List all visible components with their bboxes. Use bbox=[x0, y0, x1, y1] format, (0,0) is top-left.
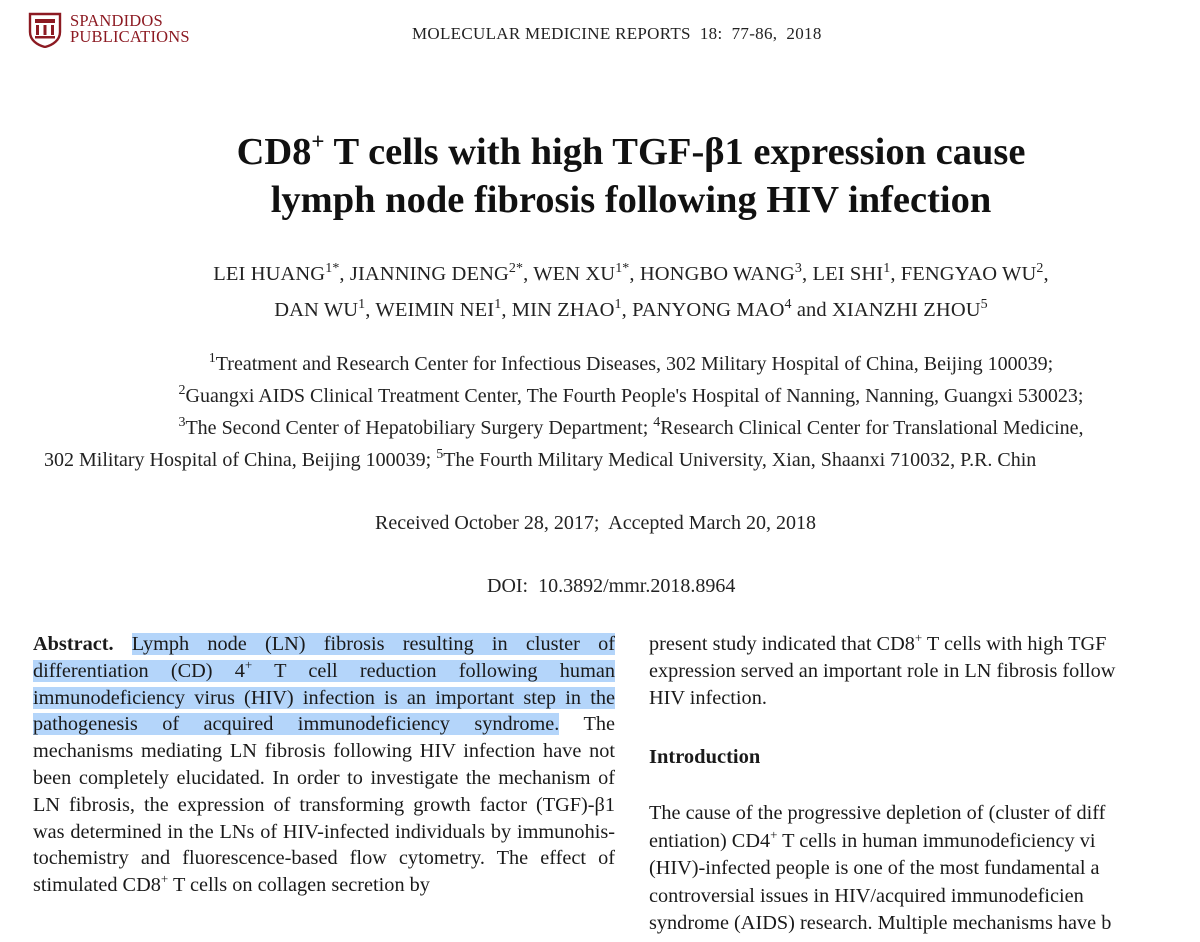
author-name: HONGBO WANG bbox=[639, 263, 795, 285]
abstract-text: The mechanisms mediating LN fibrosis following HIV infection have not been completely elucidated. In order to investigate the mechanism of LN fibrosis, the expression of transforming growth factor (TGF)-β1 was determined in the LNs of HIV-infected individuals by immunohis-tochemistry and fluorescence-based flow cytometry. The effect of stimulated CD8 bbox=[33, 713, 615, 897]
text: T cells with high TGF bbox=[922, 633, 1107, 655]
author-name: WEN XU bbox=[533, 263, 616, 285]
spandidos-logo-icon bbox=[26, 10, 64, 48]
author: FENGYAO $WU^2$, bbox=[900, 261, 1049, 285]
abstract bbox=[33, 631, 615, 899]
selected-text[interactable] bbox=[33, 633, 615, 735]
text-line: controversial issues in HIV/acquired immunodeficien bbox=[649, 884, 1084, 907]
author-name: DAN WU bbox=[274, 299, 359, 321]
affiliation-line-3 bbox=[0, 412, 1200, 444]
author-affiliation-sup: 1 bbox=[614, 297, 622, 312]
author: DAN $WU^1$, bbox=[274, 297, 376, 321]
author-affiliation-sup: 1 bbox=[358, 297, 366, 312]
doi: DOI: 10.3892/mmr.2018.8964 bbox=[487, 575, 736, 597]
affiliation-sup: 5 bbox=[436, 447, 444, 462]
text-line: (HIV)-infected people is one of the most fundamental a bbox=[649, 857, 1100, 879]
affiliation-text: The Second Center of Hepatobiliary Surgery Department; bbox=[185, 417, 654, 439]
abstract-heading: Abstract. bbox=[33, 633, 114, 655]
affiliation-sup: 4 bbox=[653, 415, 661, 430]
author-affiliation-sup: 1 bbox=[883, 261, 891, 276]
affiliation-text: Treatment and Research Center for Infectious Diseases, 302 Military Hospital of China, Beijing 100039; bbox=[215, 353, 1054, 375]
superscript: + bbox=[244, 656, 253, 672]
superscript: + bbox=[160, 871, 169, 887]
text: entiation) CD4 bbox=[649, 829, 771, 852]
affiliation-line-2 bbox=[0, 380, 1200, 412]
text-line: syndrome (AIDS) research. Multiple mechanisms have b bbox=[649, 912, 1112, 934]
affiliation-line-4 bbox=[0, 444, 1200, 476]
selected-text-part: T cell reduction following human immunodeficiency virus (HIV) infection is an important step in the pathogenesis of acquired immunodeficiency syndrome. bbox=[33, 659, 615, 736]
title-text: CD8 bbox=[236, 131, 312, 173]
author-name: WEIMIN NEI bbox=[375, 299, 495, 321]
text-line bbox=[649, 828, 1200, 856]
abstract-text: T cells on collagen secretion by bbox=[168, 874, 430, 897]
author-conjunction: and bbox=[796, 299, 827, 321]
affiliation-sup: 3 bbox=[178, 415, 186, 430]
author: WEN $XU^{1*}$, bbox=[533, 261, 640, 285]
publisher-logo bbox=[26, 10, 190, 48]
author-name: XIANZHI ZHOU bbox=[831, 299, 981, 321]
author: HONGBO WANG$^3$, bbox=[639, 261, 813, 285]
text: present study indicated that CD8 bbox=[649, 633, 915, 655]
author-affiliation-sup: 1 bbox=[494, 297, 502, 312]
journal-citation: MOLECULAR MEDICINE REPORTS 18: 77-86, 2018 bbox=[412, 24, 822, 43]
author: WEIMIN NEI$^1$, bbox=[375, 297, 512, 321]
affiliations bbox=[0, 348, 1200, 476]
author: LEI $HUANG^{1*}$, bbox=[213, 261, 350, 285]
author-affiliation-sup: 2* bbox=[508, 261, 524, 276]
affiliation-text: Guangxi AIDS Clinical Treatment Center, The Fourth People's Hospital of Nanning, Nanning, Guangxi 530023; bbox=[185, 385, 1084, 407]
author-name: JIANNING DENG bbox=[349, 263, 509, 285]
superscript: + bbox=[770, 826, 778, 842]
author-line-2 bbox=[0, 292, 1200, 328]
publisher-name bbox=[70, 13, 190, 45]
author bbox=[832, 299, 988, 321]
selected-text-part: Lymph node (LN) fibrosis resulting in cluster of differentiation (CD) 4 bbox=[33, 633, 615, 682]
publisher-name-line1: SPANDIDOS bbox=[70, 11, 163, 30]
text-line: HIV infection. bbox=[649, 686, 767, 709]
text-line: The cause of the progressive depletion of (cluster of diff bbox=[649, 802, 1106, 824]
author-affiliation-sup: 2 bbox=[1036, 261, 1044, 276]
text: T cells in human immunodeficiency vi bbox=[777, 829, 1096, 852]
author-affiliation-sup: 1* bbox=[615, 261, 630, 276]
affiliation-text: The Fourth Military Medical University, Xian, Shaanxi 710032, P.R. Chin bbox=[443, 449, 1037, 471]
affiliation-text: Research Clinical Center for Translational Medicine, bbox=[660, 417, 1084, 439]
text-line bbox=[649, 631, 1200, 658]
author-name: LEI HUANG bbox=[213, 263, 326, 285]
title-line-1 bbox=[0, 128, 1200, 176]
title-text: T cells with high TGF-β1 expression cause bbox=[324, 131, 1026, 173]
author-affiliation-sup: 5 bbox=[980, 297, 988, 312]
title-superscript: + bbox=[311, 129, 325, 154]
author-affiliation-sup: 1* bbox=[325, 261, 340, 276]
author-name: MIN ZHAO bbox=[511, 299, 615, 321]
publisher-name-line2: PUBLICATIONS bbox=[70, 27, 190, 46]
superscript: + bbox=[914, 630, 923, 645]
author-list bbox=[0, 256, 1200, 328]
title-line-2: lymph node fibrosis following HIV infection bbox=[270, 179, 992, 221]
article-title bbox=[0, 128, 1200, 224]
author bbox=[632, 299, 792, 321]
author-name: FENGYAO WU bbox=[900, 263, 1037, 285]
author: MIN ZHAO$^1$, bbox=[511, 297, 633, 321]
affiliation-text: 302 Military Hospital of China, Beijing 100039; bbox=[44, 449, 437, 471]
introduction-heading: Introduction bbox=[649, 746, 761, 768]
author-affiliation-sup: 3 bbox=[794, 261, 803, 276]
author-affiliation-sup: 4 bbox=[784, 297, 792, 312]
affiliation-sup: 2 bbox=[178, 383, 186, 398]
received-accepted-dates: Received October 28, 2017; Accepted March 20, 2018 bbox=[375, 512, 816, 534]
introduction-paragraph bbox=[649, 800, 1200, 938]
abstract-continuation bbox=[649, 631, 1200, 711]
author: LEI SHI$^1$, bbox=[812, 261, 901, 285]
author-line-1 bbox=[0, 256, 1200, 292]
affiliation-line-1 bbox=[0, 348, 1200, 380]
author-name: PANYONG MAO bbox=[632, 299, 785, 321]
text-line: expression served an important role in LN fibrosis follow bbox=[649, 659, 1116, 682]
author-name: LEI SHI bbox=[812, 263, 884, 285]
author: JIANNING $DENG^{2*}$, bbox=[349, 261, 534, 285]
affiliation-sup: 1 bbox=[208, 351, 216, 366]
